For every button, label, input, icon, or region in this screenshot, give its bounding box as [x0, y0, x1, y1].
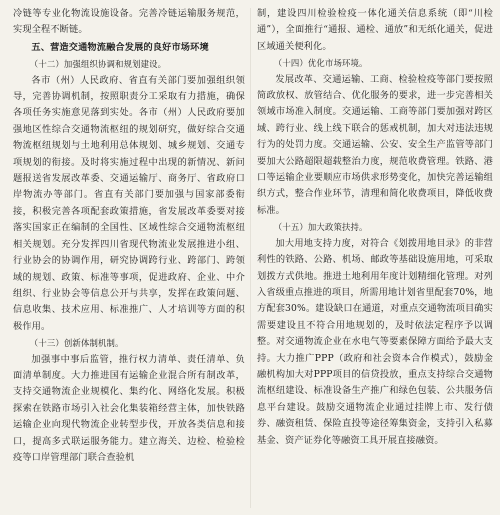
- subheading-15: （十五）加大政策扶持。: [273, 222, 368, 233]
- section-heading-5: 五、营造交通物流融合发展的良好市场环境: [31, 41, 209, 53]
- column-divider: [250, 8, 251, 508]
- paragraph-cold-chain: 冷链等专业化物流设施设备。完善冷链运输服务规范，实现全程不断链。: [13, 8, 245, 36]
- paragraph-15: 加大用地支持力度，对符合《划拨用地目录》的非营利性的铁路、公路、机场、邮政等基础设施用地，可采取划拨方式供地。推进土地利用年度计划精细化管理。对列入省级重点推进的项目，所需用地计划省里配套70%，地方配套30%。建设缺口在通道，对重点交通物流项目确实需要建设且不符合用地规划的，及时依法定程序予以调整。对交通物流企业在水电气等要素保障方面给予最大支持。大力推广PPP（政府和社会资本合作模式），鼓励金融机构加大对PPP项目的信贷投放，重点支持综合交通物流枢纽建设、标准设备生产推广和绿色包装、公共服务信息平台建设。鼓励交通物流企业通过挂牌上市、发行债券、融资租赁、保险直投等途径筹集资金，支持引入私募基金、资产证券化等融资工具开展直接融资。: [257, 237, 493, 446]
- right-column: [257, 6, 493, 449]
- paragraph-12: 各市（州）人民政府、省直有关部门要加强组织领导，完善协调机制，按照职责分工采取有力措施，确保各项任务实施意见落到实处。各市（州）人民政府要加强地区性综合交通物流枢纽的规划研究，做好综合交通物流枢纽规划与土地利用总体规划、城乡规划、交通专项规划的衔接。及时将实施过程中出现的新情况、新问题报送省发展改革委、交通运输厅、商务厅、省政府口岸物流办等部门。省直有关部门要加强与国家部委衔接，积极完善各项配套政策措施，省发展改革委要对接落实国家正在编制的全国性、区域性综合交通物流枢纽相关规划。充分发挥四川省现代物流业发展推进小组、行业协会的协调作用，研究协调跨行业、跨部门、跨领域的规划、政策、标准等事项，促进政府、企业、中介组织、行业协会等信息公开与共享，发挥在政策问题、信息收集、技术应用、标准推广、人才培训等方面的积极作用。: [13, 74, 245, 332]
- paragraph-14: 发展改革、交通运输、工商、检验检疫等部门要按照简政放权、放管结合、优化服务的要求，进一步完善相关领域市场准入制度。交通运输、工商等部门要加强对跨区域、跨行业、线上线下联合的惩戒机制，加大对违法违规行为的处罚力度。交通运输、公安、安全生产监管等部门要加大公路超限超载整治力度，规范收费管理。铁路、港口等运输企业要顺应市场供求形势变化，加快完善运输组织方式，整合作业环节，清理和简化收费项目，降低收费标准。: [257, 73, 493, 216]
- subheading-12: （十二）加强组织协调和规划建设。: [29, 59, 167, 70]
- left-column: [13, 6, 245, 466]
- subheading-13: （十三）创新体制机制。: [29, 338, 124, 349]
- paragraph-13-part2: 制，建设四川检验检疫一体化通关信息系统（即“川检通”），全面推行“通报、通检、通放”和无纸化通关，促进区域通关便利化。: [257, 8, 493, 52]
- subheading-14: （十四）优化市场环境。: [273, 58, 368, 69]
- paragraph-13-part1: 加强事中事后监管，推行权力清单、责任清单、负面清单制度。大力推进国有运输企业混合所有制改革，支持交通物流企业规模化、集约化、网络化发展。积极探索在铁路市场引入社会化集装箱经营主体，加快铁路运输企业向现代物流企业转型步伐，开放各类信息和接口，提高多式联运服务能力。建立海关、边检、检验检疫等口岸管理部门联合查验机: [13, 353, 245, 463]
